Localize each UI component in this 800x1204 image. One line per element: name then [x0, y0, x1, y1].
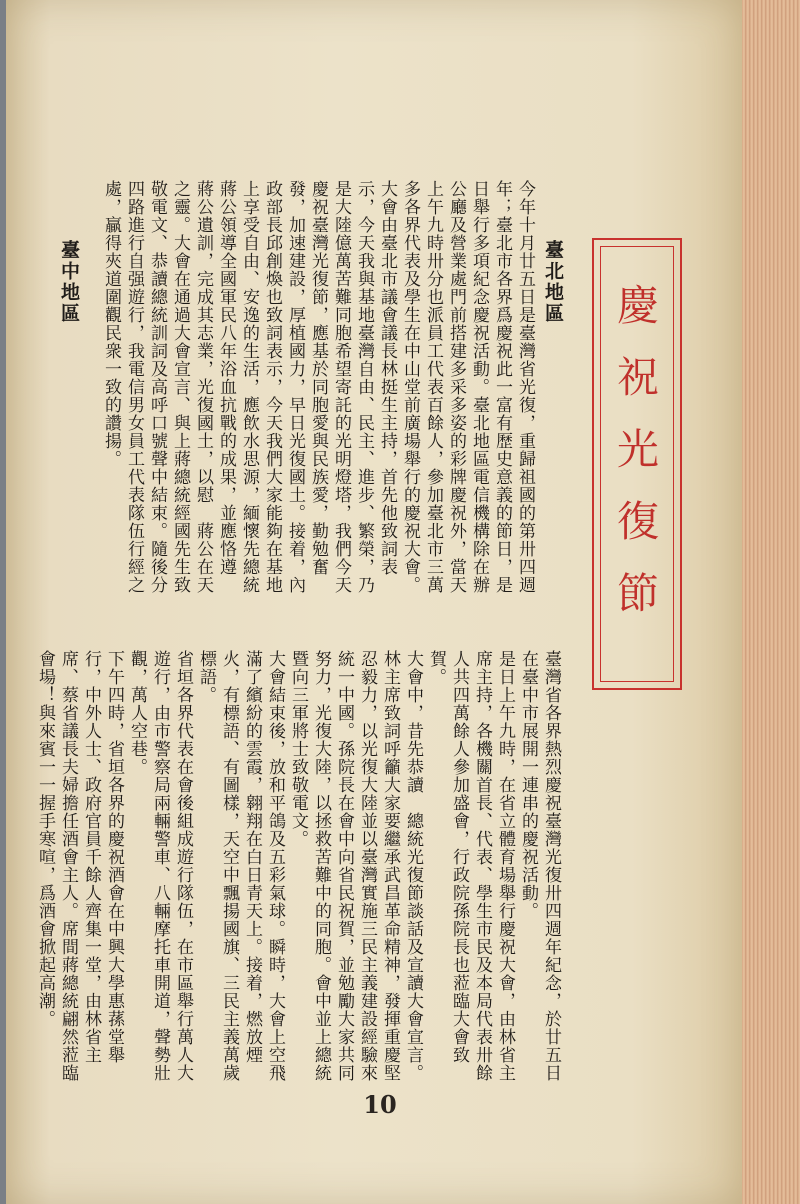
section-heading-taichung: 臺中地區 — [58, 240, 80, 324]
taichung-paragraph-6: 下午四時，省垣各界的慶祝酒會在中興大學惠蓀堂舉行，中外人士、政府官員千餘人齊集一堂，由林省主席、蔡省議長夫婦擔任酒會主人。席間蔣總統翩然蒞臨會場！與來賓一一握手寒喧，爲酒會掀起高潮。 — [35, 650, 124, 1082]
taipei-paragraph-1: 今年十月廿五日是臺灣省光復，重歸祖國的第卅四週年；臺北市各界爲慶祝此一富有歷史意義的節日，是日舉行多項紀念慶祝活動。臺北地區電信機構除在辦公廳及營業處門前搭建多采多姿的彩牌慶祝外，當天上午九時卅分也派員工代表百餘人，參加臺北市三萬多各界代表及學生在中山堂前廣場舉行的慶祝大會。 — [400, 180, 535, 594]
taichung-body — [35, 650, 562, 1090]
page-edges — [742, 0, 800, 1204]
taichung-paragraph-5: 省垣各界代表在會後組成遊行隊伍，在市區舉行萬人大遊行，由市警察局兩輛警車、八輛摩托車開道，聲勢壯觀，萬人空巷。 — [127, 650, 193, 1082]
taipei-paragraph-2: 大會由臺北市議會議長林挺生主持，首先他致詞表示，今天我與基地臺灣自由、民主、進步、繁榮，乃是大陸億萬苦難同胞希望寄託的光明燈塔，我們今天慶祝臺灣光復節，應基於同胞愛與民族愛，勤勉奮發，加速建設，厚植國力，早日光復國土。接着，內政部長邱創煥也致詞表示，今天我們大家能夠在基地上享受自由、安逸的生活，應飲水思源，緬懷先總統 蔣公領導全國軍民八年浴血抗戰的成果，並應恪遵 蔣公遺訓，完成其志業，光復國土，以慰 蔣公在天之靈。大會在通過大會宣言、與上蔣總統經國先生致敬電文、恭讀總統訓詞及高呼口號聲中結束。隨後分四路進行自强遊行，我電信男女員工代表隊伍行經之處，贏得夾道圍觀民衆一致的讚揚。 — [101, 180, 397, 612]
article-title: 慶祝光復節 — [611, 283, 660, 643]
section-heading-taipei: 臺北地區 — [542, 240, 564, 324]
page-number: 10 — [363, 1090, 397, 1119]
taichung-paragraph-1: 臺灣省各界熱烈慶祝臺灣光復卅四週年紀念，於廿五日在臺中市展開一連串的慶祝活動。 — [518, 650, 561, 1082]
taichung-paragraph-2: 是日上午九時，在省立體育場舉行慶祝大會，由林省主席主持，各機關首長、代表、學生市民及本局代表卅餘人共四萬餘人參加盛會，行政院孫院長也蒞臨大會致賀。 — [426, 650, 515, 1082]
taichung-paragraph-3: 大會中，昔先恭讀 總統光復節談話及宣讀大會宣言。林主席致詞呼籲大家要繼承武昌革命精神，發揮重慶堅忍毅力，以光復大陸並以臺灣實施三民主義建設經驗來統一中國。孫院長在會中向省民祝賀，並勉勵大家共同努力，光復大陸，以拯救苦難中的同胞。會中並上總統暨向三軍將士致敬電文。 — [288, 650, 423, 1082]
taipei-body — [96, 180, 536, 610]
taichung-paragraph-4: 大會結束後，放和平鴿及五彩氣球。瞬時，大會上空飛滿了繽紛的雲霞，翱翔在白日青天上。接着，燃放煙火，有標語、有圖樣，天空中飄揚國旗、三民主義萬歲標語。 — [196, 650, 285, 1082]
